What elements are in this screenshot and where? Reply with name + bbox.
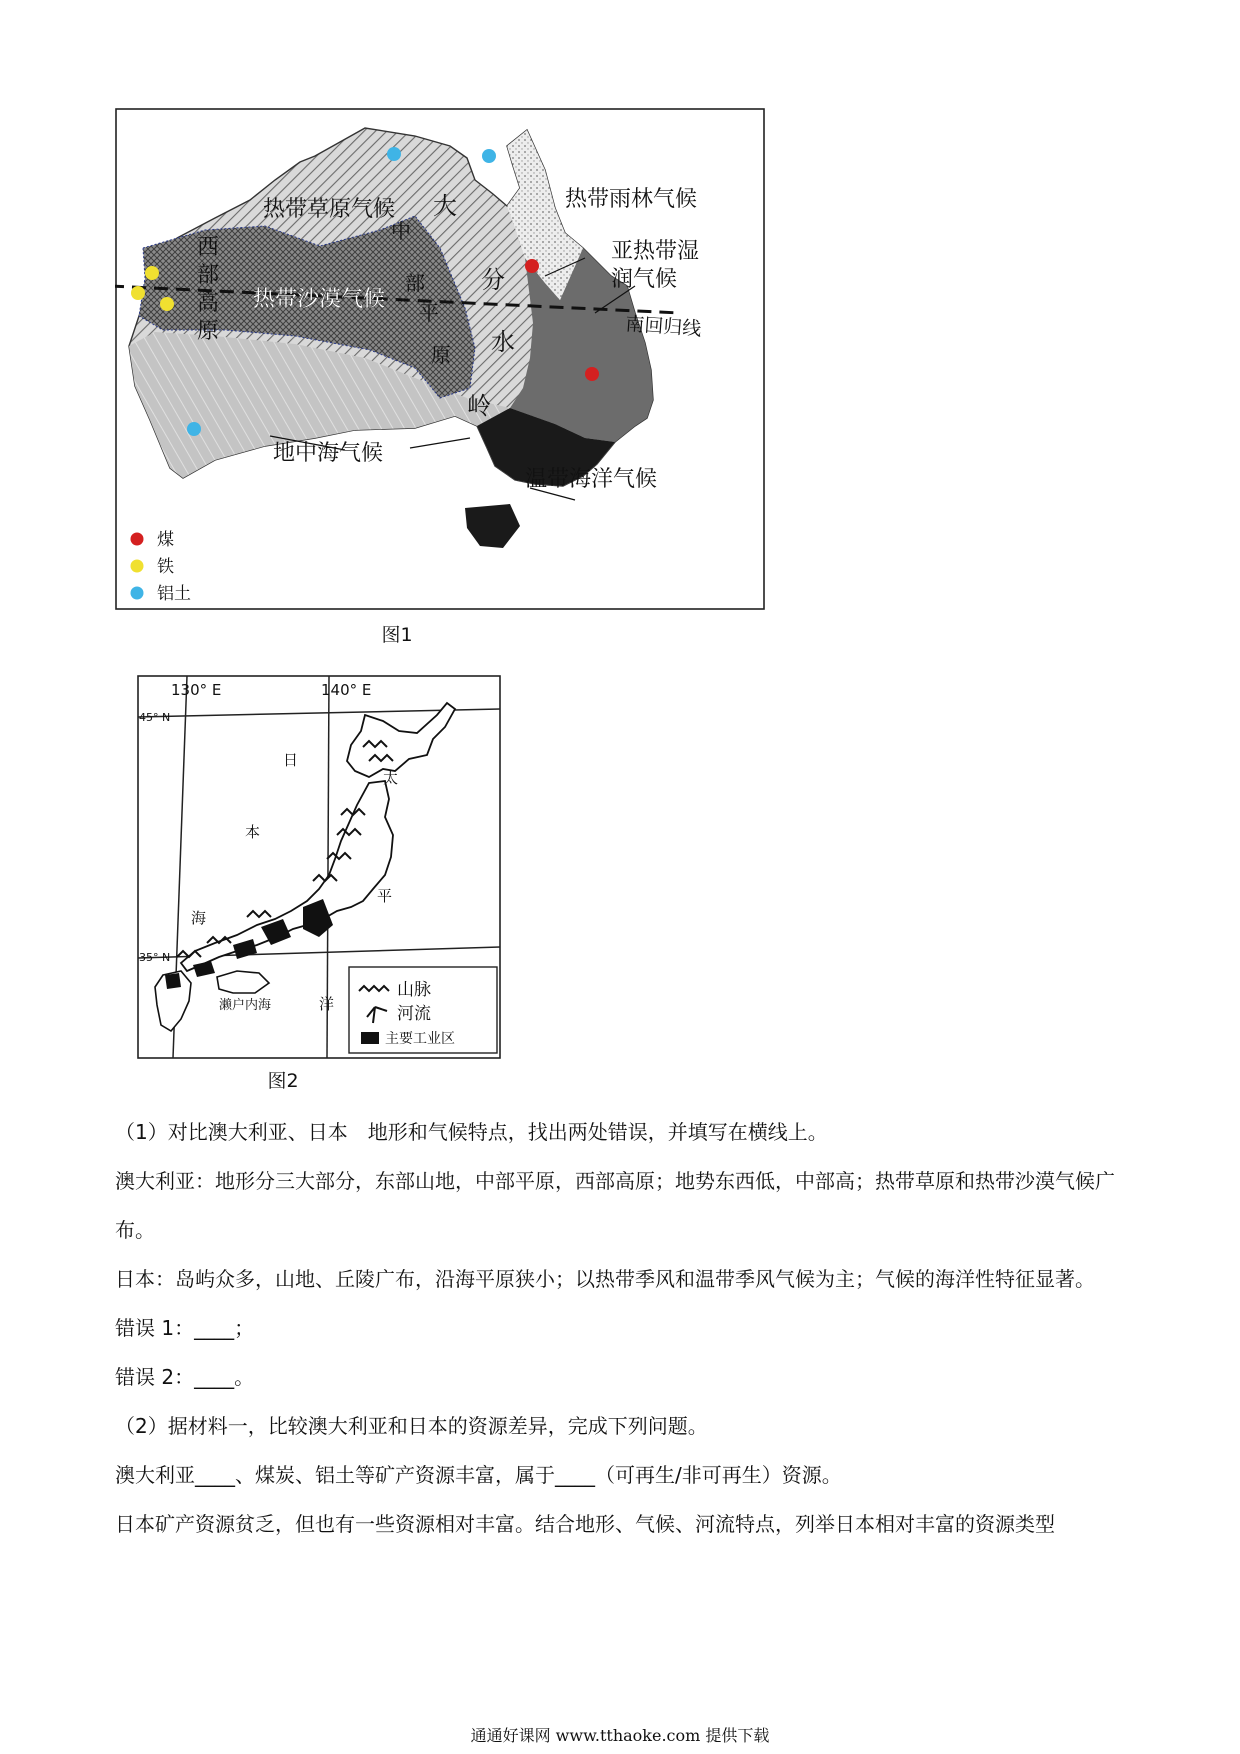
label-yang: 洋 [319, 995, 335, 1013]
legend-bauxite: 铝土 [157, 584, 191, 604]
legend-iron: 铁 [157, 557, 174, 577]
label-gdr-3: 水 [491, 328, 515, 356]
legend-industrial: 主要工业区 [385, 1031, 455, 1047]
coal-dot [585, 367, 599, 381]
label-gdr-1: 大 [433, 192, 457, 220]
label-gdr-2: 分 [481, 266, 505, 294]
label-seto: 濑户内海 [219, 998, 272, 1013]
error-2-blank[interactable]: 错误 2：____。 [115, 1365, 255, 1389]
bauxite-dot [387, 147, 401, 161]
label-tropical-savanna: 热带草原气候 [263, 197, 396, 222]
japan-resources: 日本矿产资源贫乏，但也有一些资源相对丰富。结合地形、气候、河流特点，列举日本相对丰富的资源类型 [115, 1512, 1055, 1536]
label-gdr-4: 岭 [467, 392, 491, 420]
label-subtropical-humid-1: 亚热带湿 [611, 239, 700, 264]
label-central-plain-1: 中 [391, 219, 411, 243]
figure1-australia-map [115, 108, 765, 610]
australia-statement: 澳大利亚：地形分三大部分，东部山地，中部平原，西部高原；地势东西低，中部高；热带草原和热带沙漠气候广布。 [115, 1169, 1115, 1242]
legend-river: 河流 [397, 1004, 431, 1024]
coal-dot [525, 259, 539, 273]
question-2: （2）据材料一，比较澳大利亚和日本的资源差异，完成下列问题。 [115, 1414, 708, 1438]
figure1-caption: 图1 [381, 624, 413, 646]
lat-label-45: 45° N [139, 711, 171, 724]
legend-coal: 煤 [157, 530, 174, 550]
label-ping: 平 [377, 887, 393, 905]
label-western-plateau-4: 原 [197, 319, 220, 344]
label-tropic-capricorn: 南回归线 [624, 313, 703, 341]
label-tropical-rainforest: 热带雨林气候 [565, 187, 698, 212]
lat-label-35: 35° N [139, 951, 171, 964]
figure2-japan-map [137, 675, 501, 1060]
label-central-plain-2: 部 [405, 271, 425, 295]
error-1-blank[interactable]: 错误 1：____； [115, 1316, 255, 1340]
iron-dot [145, 266, 159, 280]
lon-label-140: 140° E [321, 681, 372, 699]
australia-resources: 澳大利亚____、煤炭、铝土等矿产资源丰富，属于____（可再生/非可再生）资源。 [115, 1463, 842, 1487]
label-mediterranean: 地中海气候 [273, 441, 384, 466]
label-western-plateau-1: 西 [197, 235, 220, 260]
bauxite-dot [482, 149, 496, 163]
label-central-plain-4: 原 [431, 343, 451, 367]
iron-dot [131, 286, 145, 300]
label-central-plain-3: 平 [419, 301, 439, 325]
label-ri: 日 [283, 751, 299, 769]
label-temperate-maritime: 温带海洋气候 [525, 467, 658, 492]
label-subtropical-humid-2: 润气候 [611, 267, 678, 292]
label-ben: 本 [245, 823, 261, 841]
label-hai: 海 [191, 909, 207, 927]
japan-statement: 日本：岛屿众多，山地、丘陵广布，沿海平原狭小；以热带季风和温带季风气候为主；气候的海洋性特征显著。 [115, 1267, 1095, 1291]
label-western-plateau-2: 部 [197, 263, 220, 288]
label-western-plateau-3: 高 [197, 291, 220, 316]
bauxite-dot [187, 422, 201, 436]
lon-label-130: 130° E [171, 681, 222, 699]
footer-source: 通通好课网 www.tthaoke.com 提供下载 [470, 1726, 770, 1745]
label-tai: 太 [383, 769, 399, 787]
legend-mountain: 山脉 [397, 980, 431, 1000]
iron-dot [160, 297, 174, 311]
figure2-caption: 图2 [267, 1070, 299, 1092]
question-1: （1）对比澳大利亚、日本 地形和气候特点，找出两处错误，并填写在横线上。 [115, 1120, 828, 1144]
question-text [115, 1108, 1130, 1549]
label-tropical-desert: 热带沙漠气候 [253, 287, 386, 312]
